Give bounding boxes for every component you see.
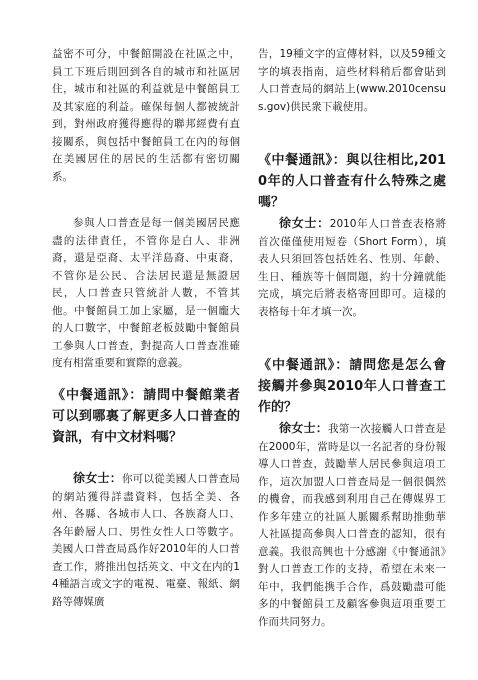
answer-involvement <box>258 420 446 631</box>
answer-chinese-materials <box>52 470 240 611</box>
answer-2010-special <box>258 215 446 321</box>
question-chinese-materials: 《中餐通訊》：請問中餐館業者可以到哪裏了解更多人口普查的資訊，有中文材料嗎？ <box>52 388 240 445</box>
answer-text: 你可以從美國人口普查局的網站獲得詳盡資料，包括全美、各州、各縣、各城市人口、各族裔人口、各年齡層人口、男性女性人口等數字。美國人口普查局爲作好2010年的人口普查工作，將推出包括英文、中文在内的14種語言或文字的電視、電臺、報紙、網路等傳媒廣 <box>52 473 240 608</box>
speaker-label: 徐女士： <box>73 471 122 485</box>
question-involvement: 《中餐通訊》：請問您是怎么會接觸并參與2010年人口普查工作的？ <box>258 358 446 415</box>
speaker-label: 徐女士： <box>279 421 328 435</box>
paragraph-legal-duty: 参與人口普查是每一個美國居民應盡的法律責任，不管你是白人、非洲裔，還是亞裔、太平洋島裔、中東裔，不管你是公民、合法居民還是無證居民，人口普查只管統計人數，不管其他。中餐館員工加上家屬，是一個龐大的人口數字，中餐館老板鼓勵中餐館員工參與人口普查，對提高人口普查准確度有相當重要和實際的意義。 <box>52 217 240 369</box>
paragraph-materials-website: 告，19種文字的宣傳材料，以及59種文字的填表指南，這些材料稍后都會貼到人口普查局的網站上(www.2010census.gov)供民衆下載使用。 <box>258 48 446 113</box>
answer-text: 我第一次接觸人口普查是在2000年，當時是以一名記者的身份報導人口普查，鼓勵華人居民參與這項工作，這次加盟人口普查局是一個很偶然的機會，而我感到利用自己在傳媒界工作多年建立的社區人脈關系幫助推動華人社區提高參與人口普查的認知，很有意義。我很高興也十分感謝《中餐通訊》對人口普查工作的支持，希望在未來一年中，我們能携手合作，爲鼓勵盡可能多的中餐館員工及顧客參與這項重要工作而共同努力。 <box>258 423 446 628</box>
question-2010-special: 《中餐通訊》：與以往相比,2010年的人口普查有什么特殊之處嗎？ <box>258 153 446 210</box>
paragraph-community-benefit: 益密不可分，中餐館開設在社區之中，員工下班后則回到各自的城市和社區居住，城市和社區的利益就是中餐館員工及其家庭的利益。確保每個人都被統計到，對州政府獲得應得的聯邦經費有直接關系，與包括中餐館員工在內的每個在美國居住的居民的生活都有密切關系。 <box>52 48 240 183</box>
answer-text: 2010年人口普查表格將首次僅僅使用短卷（Short Form），填表人只須回答包括姓名、性別、年齡、生日、種族等十個問題，約十分鐘就能完成，填完后將表格寄回即可。這樣的表格每十年才填一次。 <box>258 218 446 318</box>
speaker-label: 徐女士： <box>279 216 330 230</box>
